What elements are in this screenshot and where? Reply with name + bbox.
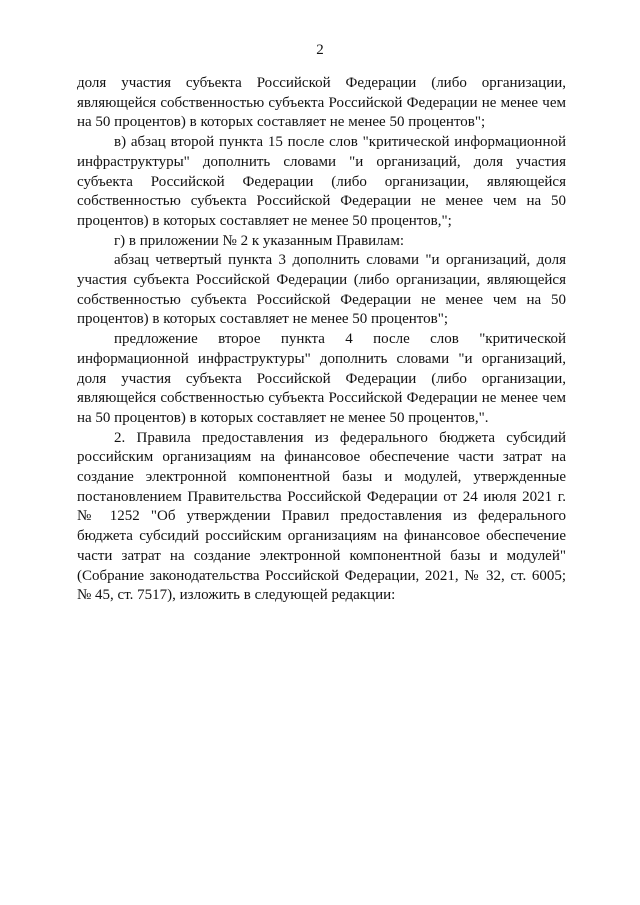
- paragraph-item-v: в) абзац второй пункта 15 после слов "критической информационной инфраструктуры" дополнить словами "и организаций, доля участия субъекта Российской Федерации (либо организации, являющейся собственностью субъекта Российской Федерации не менее чем на 50 процентов) в которых составляет не менее 50 процентов,";: [77, 134, 566, 229]
- page-number: 2: [316, 42, 324, 58]
- paragraph-abzac-punkt-3: абзац четвертый пункта 3 дополнить словами "и организаций, доля участия субъекта Российской Федерации (либо организации, являющейся собственностью субъекта Российской Федерации не менее чем на 50 процентов) в которых составляет не менее 50 процентов";: [77, 252, 566, 328]
- paragraph-item-g: г) в приложении № 2 к указанным Правилам:: [114, 232, 404, 249]
- document-body: [77, 74, 566, 606]
- paragraph-predlozhenie-punkt-4: предложение второе пункта 4 после слов "критической информационной инфраструктуры" дополнить словами "и организаций, доля участия субъекта Российской Федерации (либо организации, являющейся собственностью субъекта Российской Федерации не менее чем на 50 процентов) в которых составляет не менее 50 процентов,".: [77, 331, 566, 426]
- paragraph-continuation: доля участия субъекта Российской Федерации (либо организации, являющейся собственностью субъекта Российской Федерации не менее чем на 50 процентов) в которых составляет не менее 50 процентов";: [77, 75, 566, 131]
- paragraph-section-2: 2. Правила предоставления из федерального бюджета субсидий российским организациям на финансовое обеспечение части затрат на создание электронной компонентной базы и модулей, утвержденные постановлением Правительства Российской Федерации от 24 июля 2021 г. № 1252 "Об утверждении Правил предоставления из федерального бюджета субсидий российским организациям на финансовое обеспечение части затрат на создание электронной компонентной базы и модулей" (Собрание законодательства Российской Федерации, 2021, № 32, ст. 6005; № 45, ст. 7517), изложить в следующей редакции:: [77, 429, 566, 604]
